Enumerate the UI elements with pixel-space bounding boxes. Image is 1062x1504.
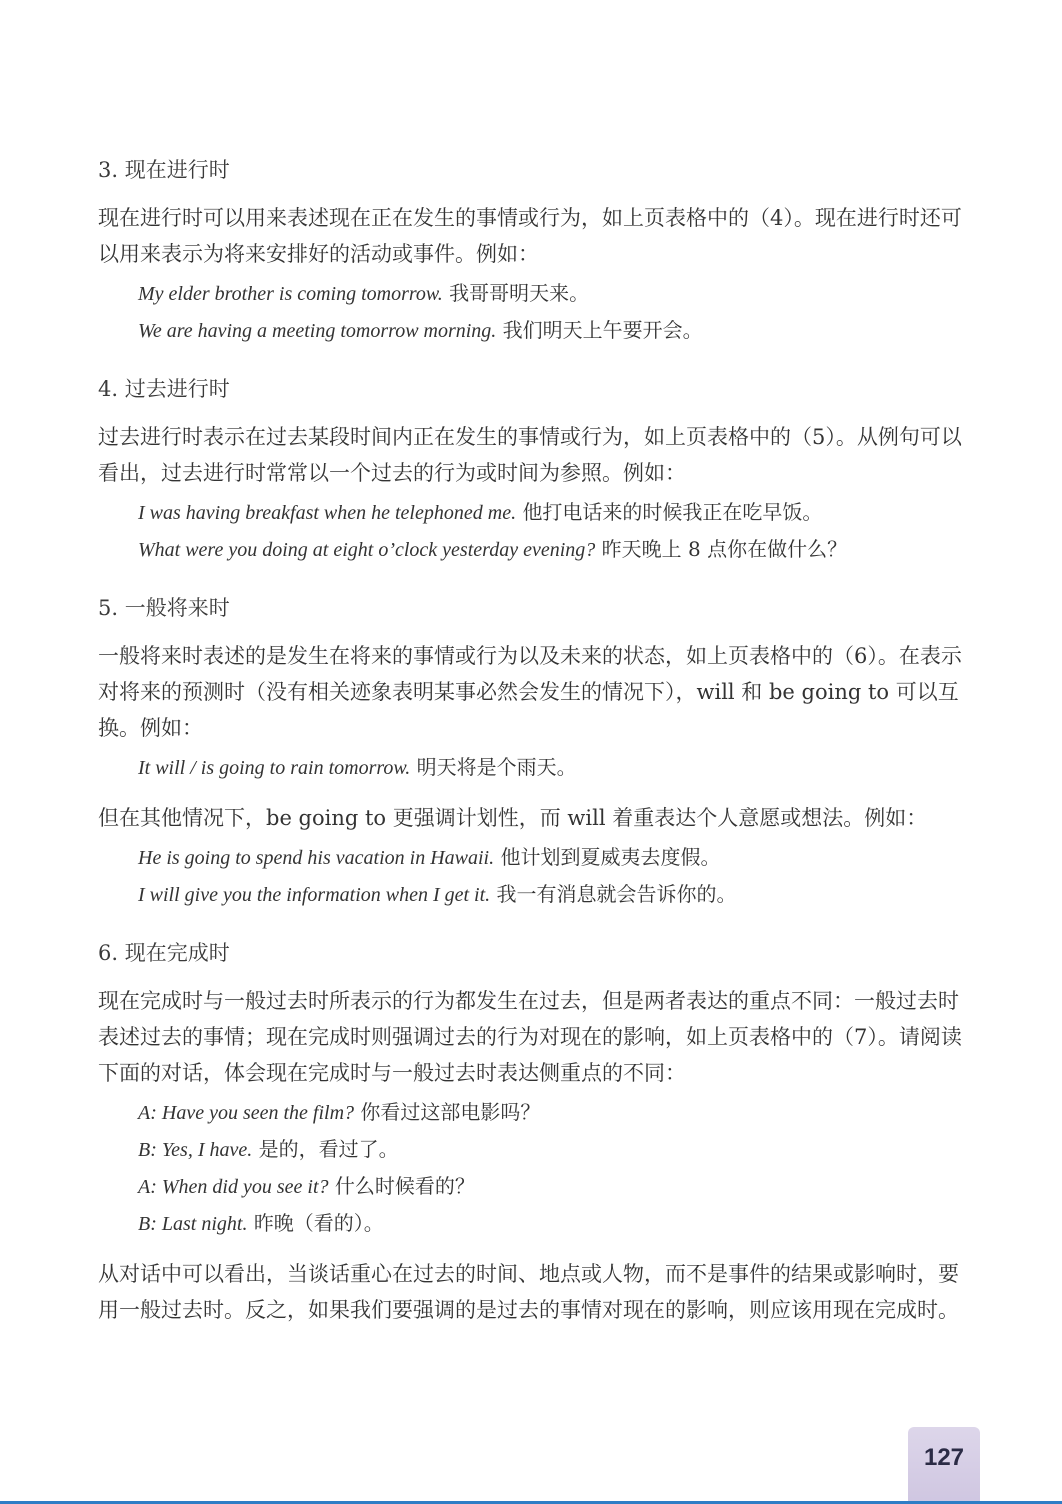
paragraph: 现在进行时可以用来表述现在正在发生的事情或行为，如上页表格中的（4）。现在进行时还可以用来表示为将来安排好的活动或事件。例如： xyxy=(98,206,962,266)
section xyxy=(98,152,978,349)
section xyxy=(98,371,978,568)
example-chinese: 昨天晚上 8 点你在做什么？ xyxy=(601,537,848,561)
paragraph: 从对话中可以看出，当谈话重心在过去的时间、地点或人物，而不是事件的结果或影响时，要用一般过去时。反之，如果我们要强调的是过去的事情对现在的影响，则应该用现在完成时。 xyxy=(98,1262,959,1322)
example-chinese: 他打电话来的时候我正在吃早饭。 xyxy=(522,500,823,524)
page-content xyxy=(98,152,978,1350)
example-sentence xyxy=(138,494,978,531)
example-chinese: 我们明天上午要开会。 xyxy=(502,318,703,342)
paragraph: 现在完成时与一般过去时所表示的行为都发生在过去，但是两者表达的重点不同：一般过去时表述过去的事情；现在完成时则强调过去的行为对现在的影响，如上页表格中的（7）。请阅读下面的对话，体会现在完成时与一般过去时表达侧重点的不同： xyxy=(98,989,962,1085)
paragraph: 一般将来时表述的是发生在将来的事情或行为以及未来的状态，如上页表格中的（6）。在表示对将来的预测时（没有相关迹象表明某事必然会发生的情况下），will 和 be going to 可以互换。例如： xyxy=(98,644,962,740)
example-sentence xyxy=(138,275,978,312)
example-chinese: 什么时候看的？ xyxy=(334,1174,475,1198)
example-sentence xyxy=(138,1205,978,1242)
paragraph: 但在其他情况下，be going to 更强调计划性，而 will 着重表达个人意愿或想法。例如： xyxy=(98,806,928,830)
example-english: What were you doing at eight o’clock yesterday evening? xyxy=(138,539,596,561)
example-english: I will give you the information when I get it. xyxy=(138,884,491,906)
example-sentence xyxy=(138,1168,978,1205)
example-english: We are having a meeting tomorrow morning. xyxy=(138,320,497,342)
example-sentence xyxy=(138,749,978,786)
section-heading: 6. 现在完成时 xyxy=(98,941,230,965)
example-english: It will / is going to rain tomorrow. xyxy=(138,757,411,779)
page-number: 127 xyxy=(923,1443,965,1471)
example-chinese: 他计划到夏威夷去度假。 xyxy=(500,845,721,869)
example-sentence xyxy=(138,1131,978,1168)
section-heading: 5. 一般将来时 xyxy=(98,596,230,620)
example-sentence xyxy=(138,312,978,349)
example-sentence xyxy=(138,876,978,913)
section-heading: 3. 现在进行时 xyxy=(98,158,230,182)
page-number-tab xyxy=(908,1427,980,1504)
example-chinese: 昨晚（看的）。 xyxy=(253,1211,384,1235)
example-sentence xyxy=(138,1094,978,1131)
section xyxy=(98,590,978,913)
example-english: A: When did you see it? xyxy=(138,1176,329,1198)
example-english: My elder brother is coming tomorrow. xyxy=(138,283,443,305)
section-heading: 4. 过去进行时 xyxy=(98,377,230,401)
example-chinese: 你看过这部电影吗？ xyxy=(360,1100,541,1124)
example-english: B: Last night. xyxy=(138,1213,248,1235)
example-chinese: 我一有消息就会告诉你的。 xyxy=(496,882,737,906)
example-english: He is going to spend his vacation in Hawaii. xyxy=(138,847,495,869)
paragraph: 过去进行时表示在过去某段时间内正在发生的事情或行为，如上页表格中的（5）。从例句可以看出，过去进行时常常以一个过去的行为或时间为参照。例如： xyxy=(98,425,962,485)
example-chinese: 是的，看过了。 xyxy=(258,1137,399,1161)
example-chinese: 我哥哥明天来。 xyxy=(449,281,590,305)
example-sentence xyxy=(138,531,978,568)
example-english: A: Have you seen the film? xyxy=(138,1102,355,1124)
example-chinese: 明天将是个雨天。 xyxy=(416,755,577,779)
example-english: B: Yes, I have. xyxy=(138,1139,253,1161)
example-english: I was having breakfast when he telephoned me. xyxy=(138,502,517,524)
example-sentence xyxy=(138,839,978,876)
section xyxy=(98,935,978,1328)
